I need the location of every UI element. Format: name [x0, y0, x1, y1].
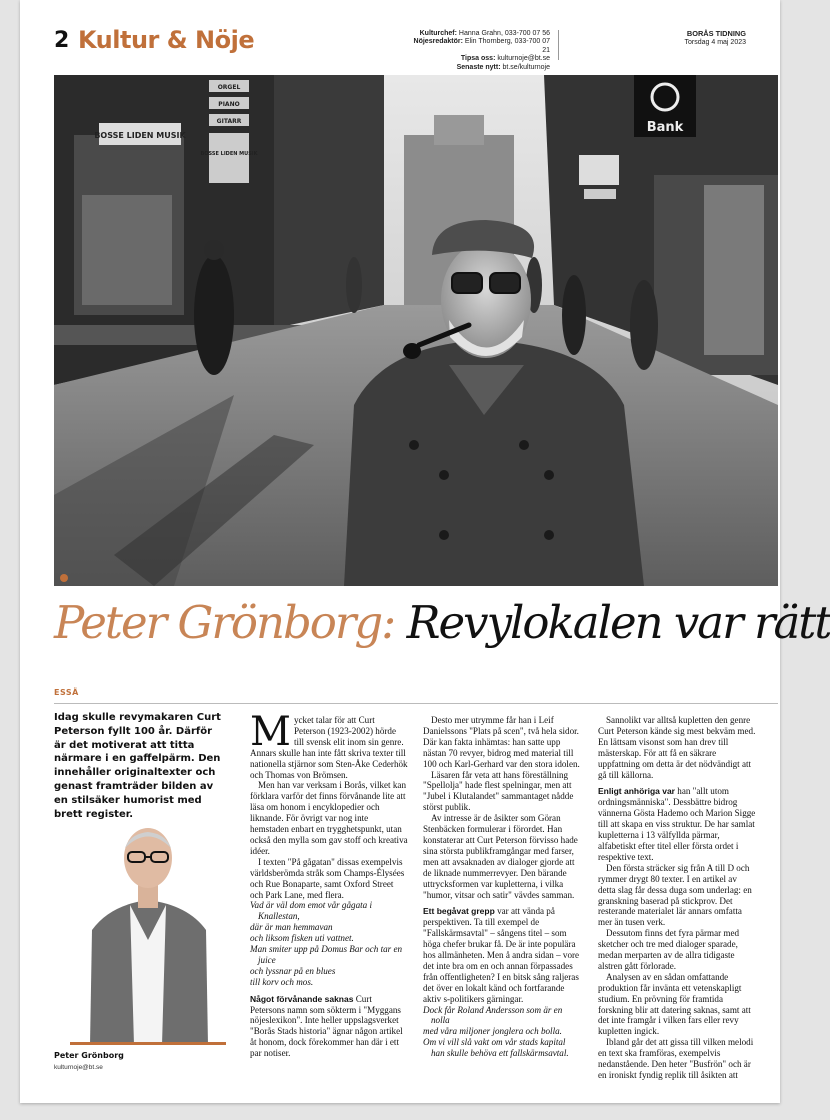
verse-line: Man smiter upp på Domus Bar och tar en juice	[250, 944, 403, 965]
paragraph: Läsaren får veta att hans föreställning "Spellolja" hade flest spelningar, men att "Jubel i Klutalandet" sammantaget nådde störst publik.	[423, 769, 574, 813]
newspaper-masthead	[660, 30, 746, 48]
paragraph: Något förvånande saknas Curt Petersons namn som sökterm i "Myggans nöjeslexikon". Inte heller uppslagsverket "Borås Stads historia" ägnar någon artikel åt honom, dock förekommer han där i ett par notiser.	[250, 993, 403, 1059]
body-column-3	[598, 715, 756, 1081]
verse-line: Vad är väl dom emot vår gågata i Knallestan,	[250, 900, 372, 922]
section-title: Kultur & Nöje	[78, 26, 255, 54]
sign-3: GITARR	[216, 118, 242, 125]
issue-date: Torsdag 4 maj 2023	[684, 39, 746, 47]
contact-line: Senaste nytt: bt.se/kulturnoje	[456, 63, 550, 71]
paragraph: Ibland går det att gissa till vilken melodi en text ska framföras, exempelvis nedanstående. Den heter "Busfrön" och är en ironiskt fyndig replik till åsikten att	[598, 1037, 754, 1080]
verse-line: Dock får Roland Andersson som är en nolla	[423, 1004, 563, 1026]
headline-title: Revylokalen var rätt	[406, 596, 830, 649]
lead-in: Ett begåvat grepp	[423, 906, 495, 917]
paragraph: Analysen av en sådan omfattande produktion får invänta ett vetenskapligt studium. En prövning för framtida forskning blir att datering saknas, samt att det inte framgår i vilken fars eller revy kupletten ingick.	[598, 971, 751, 1037]
contact-line: Nöjesredaktör: Elin Thornberg, 033-700 07 21	[413, 38, 550, 54]
headline	[54, 596, 830, 649]
paragraph: I texten "På gågatan" dissas exempelvis världsberömda stråk som Champs-Élysées och Rue Bonaparte, samt Oxford Street och Park Lane, med flera.	[250, 856, 405, 900]
sign-2: PIANO	[218, 101, 240, 108]
sign-1: ORGEL	[217, 84, 241, 91]
sign-4: BOSSE LIDEN MUSIK	[200, 151, 258, 157]
bank-sign: Bank	[646, 120, 684, 135]
paragraph: Den första sträcker sig från A till D och rymmer drygt 80 texter. I en artikel av detta slag får dessa duga som underlag: en granskning baserad på stickprov. Det resterande materialet lär annars omfatta mer än tusen verk.	[598, 862, 752, 928]
lead-in: Enligt anhöriga var	[598, 786, 675, 797]
paragraph: Dessutom finns det fyra pärmar med sketcher och tre med dialoger sparade, medan merparten av de allra tidigaste alstren gått förlorade.	[598, 928, 740, 971]
verse-line: och liksom fisken uti vattnet.	[250, 933, 354, 944]
paragraph: Av intresse är de åsikter som Göran Stenbäcken formulerar i förordet. Han konstaterar att Curt Peterson förvisso hade sina största publikframgångar med farser, men att avsaknaden av dialoger gjorde att de liknade nummerrevyer. Den bärande uttrycksformen var kupletterna, i vilka "humor, vitsar och satir" vävdes samman.	[423, 813, 578, 900]
verse-line: med våra miljoner jonglera och bolla.	[423, 1026, 562, 1037]
section-rule	[54, 703, 778, 704]
paragraph: Ett begåvat grepp var att vända på perspektiven. Ta till exempel de "Fallskärmsavtal" – sångens titel – som höga chefer brukar få. De är inte populära hos allmänheten. Men å andra sidan – vore det inte bra om en och annan förpassades från offentligheten? I en bitsk sång raljeras det över en lokalt känd och fortfarande aktiv s-politikers gärningar.	[423, 906, 580, 1004]
kicker-label: ESSÄ	[54, 688, 79, 697]
verse-line: där är man hemmavan	[250, 922, 333, 933]
author-name: Peter Grönborg	[54, 1051, 124, 1060]
verse-line: till korv och mos.	[250, 976, 314, 987]
headline-author: Peter Grönborg:	[54, 596, 395, 649]
main-photo	[54, 75, 778, 586]
page-number: 2	[54, 28, 70, 53]
lead-in: Något förvånande saknas	[250, 993, 354, 1004]
author-email[interactable]: kulturnoje@bt.se	[54, 1064, 103, 1071]
paragraph: Enligt anhöriga var han "allt utom ordningsmänniska". Dessbättre bidrog vännerna Gösta Hademo och Marion Sigge till att skapa en viss struktur. De har samlat kupletterna i 13 välfyllda pärmar, alfabetiskt efter titel eller första ordet i respektive text.	[598, 786, 756, 862]
author-photo	[70, 820, 226, 1045]
paragraph: Desto mer utrymme får han i Leif Danielssons "Plats på scen", två hela sidor. Där kan fakta inhämtas: han satte upp nästan 70 revyer, bidrog med material till 100 och Karl-Gerhard var den stora idolen.	[423, 715, 580, 769]
header-divider	[558, 30, 559, 60]
newspaper-name: BORÅS TIDNING	[686, 29, 746, 38]
drop-cap: M	[250, 709, 291, 755]
verse-line: och lyssnar på en blues	[250, 965, 336, 976]
body-column-2	[423, 715, 581, 1059]
ingress: Idag skulle revymakaren Curt Peterson fyllt 100 år. Därför är det motiverat att titta närmare i en gaffelpärm. Den innehåller originaltexter och genast framträder bilden av en stilsäker humorist med brett register.	[54, 712, 221, 820]
contact-line: Kulturchef: Hanna Grahn, 033-700 07 56	[419, 30, 550, 37]
contact-line: Tipsa oss: kulturnoje@bt.se	[460, 55, 550, 63]
body-column-1	[250, 709, 408, 1059]
photo-credit-dot	[60, 574, 68, 582]
paragraph: Men han var verksam i Borås, vilket kan förklara varför det finns förvånande lite att läsa om honom i encyklopedier och liknande. För övrigt var nog inte hemstaden enbart en trygghetspunkt, utan också den mylla som gav stoff och kreativa idéer.	[250, 780, 408, 856]
contact-info	[405, 30, 550, 72]
paragraph: Sannolikt var alltså kupletten den genre Curt Peterson kände sig mest bekväm med. En lättsam visonst som han drev till mästerskap. För att få en säkrare uppfattning om detta är det nödvändigt att gå till källorna.	[598, 715, 756, 780]
newspaper-page	[20, 0, 830, 1103]
shop-sign: BOSSE LIDEN MUSIK	[94, 131, 186, 140]
verse-line: Om vi vill slå vakt om vår stads kapital han skulle behöva ett fallskärmsavtal.	[423, 1037, 569, 1059]
paragraph: Mycket talar för att Curt Peterson (1923-2002) hörde till svensk elit inom sin genre. Annars skulle han inte fått skriva texter till nationella stjärnor som Sten-Åke Cederhök och Thomas von Brömsen.	[250, 709, 408, 780]
